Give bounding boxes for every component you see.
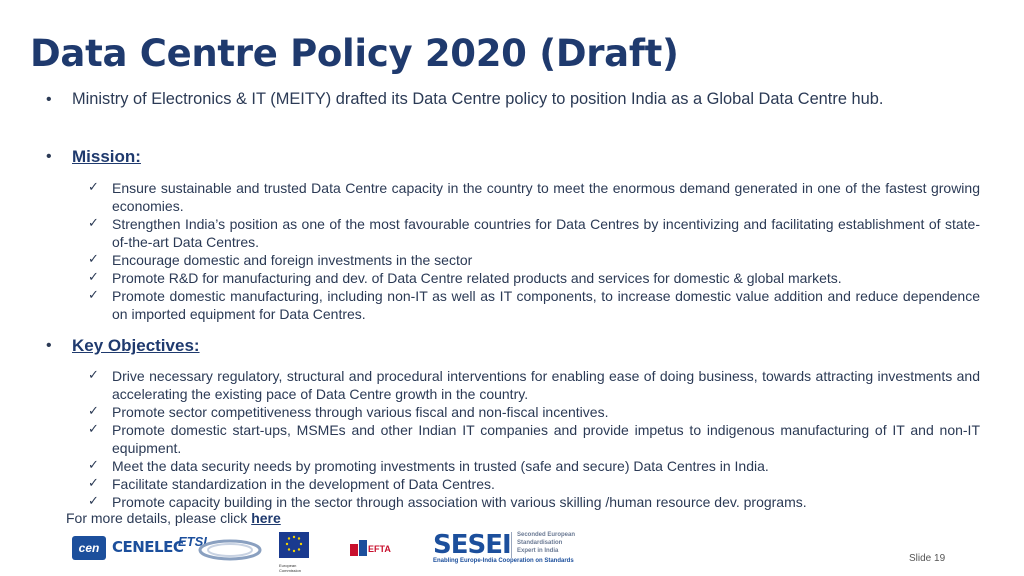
check-icon: ✓ bbox=[88, 494, 99, 509]
here-link[interactable]: here bbox=[251, 510, 281, 526]
check-icon: ✓ bbox=[88, 404, 99, 419]
list-item: ✓ Promote sector competitiveness through various fiscal and non-fiscal incentives. bbox=[88, 404, 609, 420]
check-icon: ✓ bbox=[88, 252, 99, 267]
bullet-dot: • bbox=[46, 91, 52, 108]
check-icon: ✓ bbox=[88, 180, 99, 195]
list-item: ✓ Promote R&D for manufacturing and dev. of Data Centre related products and services for domestic & global markets. bbox=[88, 270, 842, 286]
eu-flag-icon bbox=[279, 532, 309, 558]
list-item: ✓ Promote capacity building in the sector through association with various skilling /human resource dev. programs. bbox=[88, 494, 807, 510]
check-icon: ✓ bbox=[88, 422, 99, 437]
more-details bbox=[66, 510, 281, 526]
logo-cen: cen bbox=[72, 536, 106, 560]
etsi-swoosh-icon bbox=[178, 534, 264, 562]
intro-text: Ministry of Electronics & IT (MEITY) drafted its Data Centre policy to position India as a Global Data Centre hub. bbox=[72, 90, 884, 108]
page-title: Data Centre Policy 2020 (Draft) bbox=[30, 32, 679, 75]
objectives-list bbox=[88, 367, 980, 511]
mission-list bbox=[88, 179, 980, 323]
list-item: ✓ Meet the data security needs by promoting investments in trusted (safe and secure) Data Centres in India. bbox=[88, 458, 769, 474]
check-icon: ✓ bbox=[88, 458, 99, 473]
mission-heading: Mission: bbox=[72, 147, 141, 166]
list-item: ✓ Promote domestic manufacturing, including non-IT as well as IT components, to increase domestic value addition and reduce dependence on imported equipment for Data Centres. bbox=[88, 288, 980, 322]
logo-european-commission: European Commission bbox=[279, 532, 309, 572]
list-item: ✓ Encourage domestic and foreign investments in the sector bbox=[88, 252, 473, 268]
bullet-dot: • bbox=[46, 337, 52, 354]
bullet-dot: • bbox=[46, 148, 52, 165]
check-icon: ✓ bbox=[88, 476, 99, 491]
more-details-text: For more details, please click bbox=[66, 510, 252, 526]
check-icon: ✓ bbox=[88, 216, 99, 231]
list-item: ✓ Strengthen India’s position as one of the most favourable countries for Data Centres by incentivizing and facilitating establishment of state-of-the-art Data Centres. bbox=[88, 216, 980, 250]
slide-number: Slide 19 bbox=[909, 553, 946, 564]
logo-etsi: ETSI bbox=[178, 534, 264, 562]
logo-efta: EFTA bbox=[350, 538, 390, 562]
check-icon: ✓ bbox=[88, 368, 99, 383]
logo-sesei: SESEI Seconded European Standardisation Expert in India Enabling Europe-India Cooperation on Standards bbox=[433, 530, 576, 564]
list-item: ✓ Facilitate standardization in the development of Data Centres. bbox=[88, 476, 495, 492]
objectives-heading: Key Objectives: bbox=[72, 336, 200, 355]
efta-mark-icon bbox=[350, 540, 368, 560]
list-item: ✓ Drive necessary regulatory, structural and procedural interventions for enabling ease of doing business, towards attracting investments and accelerating the existing pace of Data Centre growth in the country. bbox=[88, 368, 980, 402]
check-icon: ✓ bbox=[88, 270, 99, 285]
logo-cenelec: CENELEC bbox=[112, 538, 184, 556]
list-item: ✓ Promote domestic start-ups, MSMEs and other Indian IT companies and provide impetus to indigenous manufacturing of IT and non-IT equipment. bbox=[88, 422, 980, 456]
list-item: ✓ Ensure sustainable and trusted Data Centre capacity in the country to meet the enormous demand generated in one of the fastest growing economies. bbox=[88, 180, 980, 214]
check-icon: ✓ bbox=[88, 288, 99, 303]
